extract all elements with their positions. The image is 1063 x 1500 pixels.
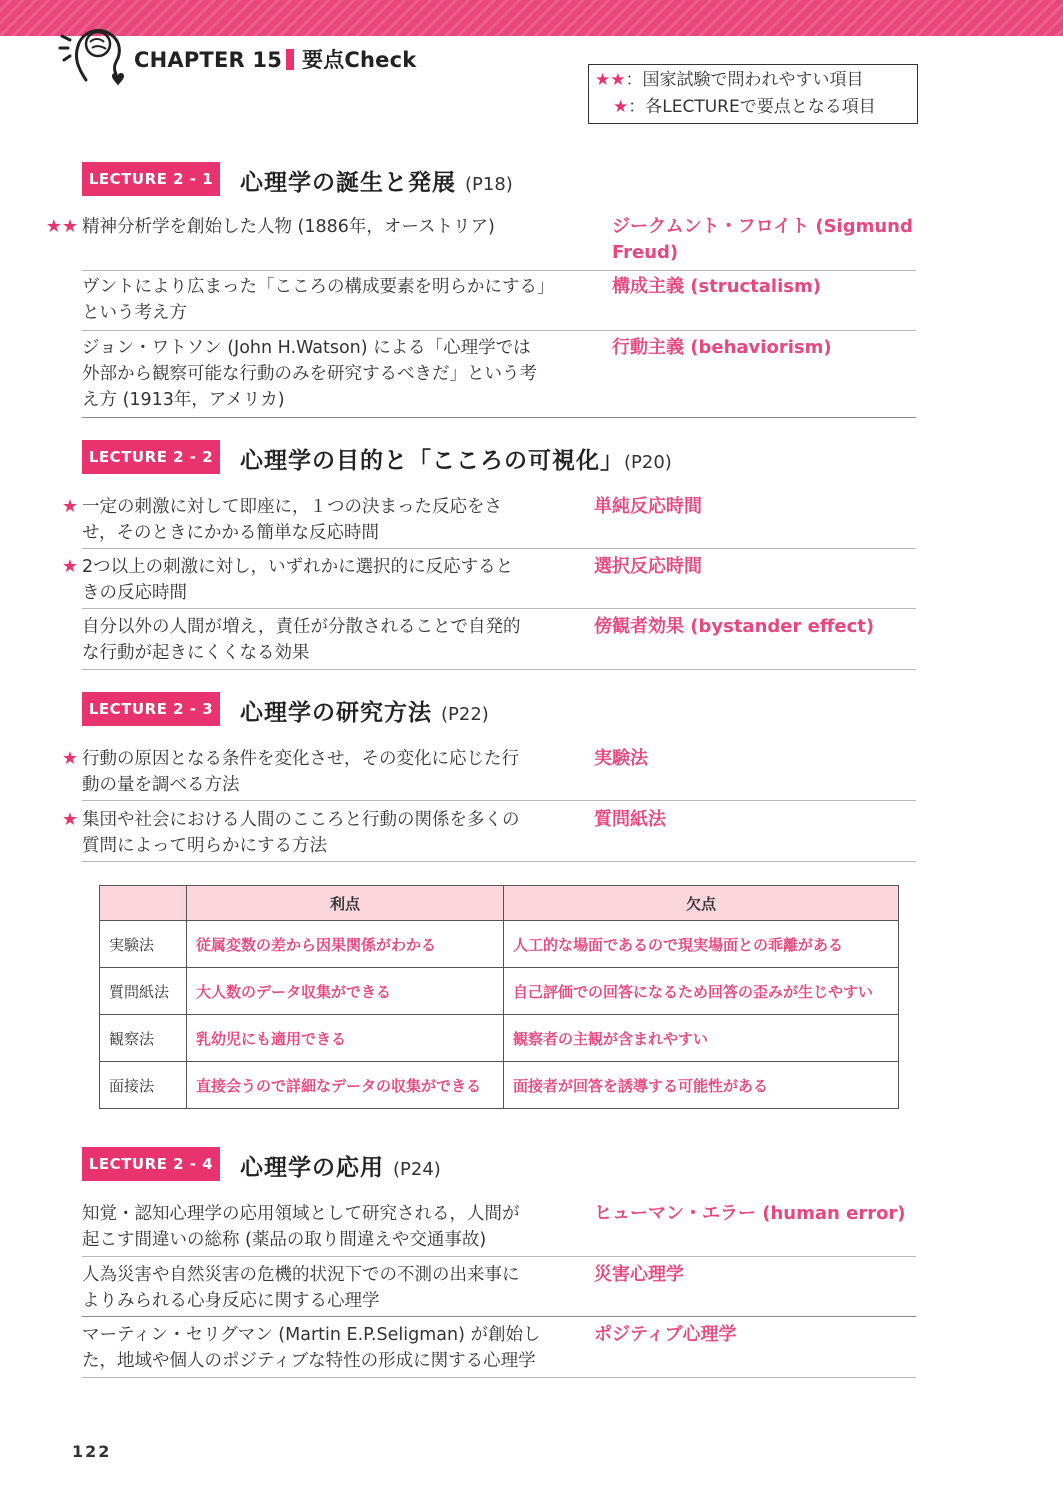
lecture-badge: LECTURE 2 - 1 xyxy=(82,162,220,196)
qa-row xyxy=(82,1320,916,1378)
qa-row xyxy=(82,612,916,670)
answer: 質問紙法 xyxy=(594,809,666,830)
importance-stars: ★ xyxy=(61,748,78,769)
con-cell: 観察者の主観が含まれやすい xyxy=(504,1015,899,1062)
table-header-cons: 欠点 xyxy=(504,886,899,921)
answer: 構成主義 (structalism) xyxy=(612,276,821,297)
method-cell: 質問紙法 xyxy=(100,968,187,1015)
question: 2つ以上の刺激に対し，いずれかに選択的に反応すると きの反応時間 xyxy=(82,557,514,603)
lecture-badge: LECTURE 2 - 2 xyxy=(82,440,220,474)
table-header-blank xyxy=(100,886,187,921)
lecture-title-text: 心理学の応用 xyxy=(240,1155,384,1181)
importance-stars: ★ xyxy=(61,496,78,517)
lecture-badge: LECTURE 2 - 4 xyxy=(82,1147,220,1181)
lecture-title xyxy=(240,442,672,475)
legend-row-single-star xyxy=(613,94,876,121)
answer: 選択反応時間 xyxy=(594,556,702,577)
method-comparison-table xyxy=(99,885,899,1109)
table-header-row xyxy=(100,886,899,921)
table-row xyxy=(100,921,899,968)
chapter-title xyxy=(134,44,416,74)
pro-cell: 従属変数の差から因果関係がわかる xyxy=(187,921,504,968)
legend-text-2: ：各LECTUREで要点となる項目 xyxy=(628,97,876,117)
qa-row xyxy=(61,492,916,549)
pro-cell: 大人数のデータ収集ができる xyxy=(187,968,504,1015)
qa-row xyxy=(45,212,916,271)
lecture-title xyxy=(240,1149,441,1182)
question: マーティン・セリグマン (Martin E.P.Seligman) が創始し た，地域や個人のポジティブな特性の形成に関する心理学 xyxy=(82,1325,541,1371)
question: 知覚・認知心理学の応用領域として研究される，人間が 起こす間違いの総称 (薬品の取り間違えや交通事故) xyxy=(82,1204,520,1250)
brain-head-icon xyxy=(56,18,128,90)
double-star-icon: ★★ xyxy=(595,70,626,90)
lecture-page-ref: (P24) xyxy=(393,1159,441,1180)
top-stripe xyxy=(0,0,1063,36)
method-cell: 実験法 xyxy=(100,921,187,968)
qa-row xyxy=(82,333,916,418)
answer: 行動主義 (behaviorism) xyxy=(612,337,832,358)
method-cell: 面接法 xyxy=(100,1062,187,1109)
qa-row xyxy=(82,272,916,331)
table-header-pros: 利点 xyxy=(187,886,504,921)
star-icon: ★ xyxy=(613,97,629,117)
legend-box xyxy=(588,64,918,124)
question: 人為災害や自然災害の危機的状況下での不測の出来事に よりみられる心身反応に関する心理学 xyxy=(82,1265,520,1311)
table-row xyxy=(100,1015,899,1062)
page-number: 122 xyxy=(72,1442,112,1461)
pro-cell: 直接会うので詳細なデータの収集ができる xyxy=(187,1062,504,1109)
qa-row xyxy=(82,1260,916,1317)
method-cell: 観察法 xyxy=(100,1015,187,1062)
chapter-number: CHAPTER 15 xyxy=(134,48,283,72)
question: 一定の刺激に対して即座に，１つの決まった反応をさ せ，そのときにかかる簡単な反応時間 xyxy=(82,497,502,543)
question: 精神分析学を創始した人物 (1886年，オーストリア) xyxy=(82,217,495,237)
lecture-badge: LECTURE 2 - 3 xyxy=(82,692,220,726)
answer: ポジティブ心理学 xyxy=(594,1324,737,1345)
lecture-title-text: 心理学の誕生と発展 xyxy=(240,170,456,196)
lecture-title xyxy=(240,164,513,197)
legend-row-double-star xyxy=(595,67,863,94)
table-row xyxy=(100,1062,899,1109)
con-cell: 人工的な場面であるので現実場面との乖離がある xyxy=(504,921,899,968)
question: 行動の原因となる条件を変化させ，その変化に応じた行 動の量を調べる方法 xyxy=(82,749,519,795)
lecture-page-ref: (P18) xyxy=(465,174,513,195)
answer: 実験法 xyxy=(594,748,648,769)
question: ジョン・ワトソン (John H.Watson) による「心理学では 外部から観察可能な行動のみを研究するべきだ」という考 え方 (1913年，アメリカ) xyxy=(82,338,537,410)
qa-row xyxy=(61,805,916,862)
chapter-subtitle: 要点Check xyxy=(302,48,417,72)
lecture-title-text: 心理学の目的と「こころの可視化」 xyxy=(240,448,624,474)
answer: 単純反応時間 xyxy=(594,496,702,517)
answer: ジークムント・フロイト (Sigmund Freud) xyxy=(612,216,913,263)
pro-cell: 乳幼児にも適用できる xyxy=(187,1015,504,1062)
qa-row xyxy=(61,552,916,609)
answer: 災害心理学 xyxy=(594,1264,684,1285)
lecture-title-text: 心理学の研究方法 xyxy=(240,700,432,726)
answer: ヒューマン・エラー (human error) xyxy=(594,1203,906,1224)
qa-row xyxy=(61,744,916,801)
question: ヴントにより広まった「こころの構成要素を明らかにする」 という考え方 xyxy=(82,277,555,323)
qa-row xyxy=(82,1199,916,1257)
chapter-bar xyxy=(286,49,294,70)
lecture-title xyxy=(240,694,489,727)
table-row xyxy=(100,968,899,1015)
question: 自分以外の人間が増え，責任が分散されることで自発的 な行動が起きにくくなる効果 xyxy=(82,617,521,663)
con-cell: 面接者が回答を誘導する可能性がある xyxy=(504,1062,899,1109)
importance-stars: ★ xyxy=(61,556,78,577)
con-cell: 自己評価での回答になるため回答の歪みが生じやすい xyxy=(504,968,899,1015)
lecture-page-ref: (P20) xyxy=(624,452,672,473)
question: 集団や社会における人間のこころと行動の関係を多くの 質問によって明らかにする方法 xyxy=(82,810,520,856)
legend-text-1: ：国家試験で問われやすい項目 xyxy=(625,70,864,90)
lecture-page-ref: (P22) xyxy=(441,704,489,725)
importance-stars: ★ xyxy=(61,809,78,830)
importance-stars: ★★ xyxy=(45,216,78,237)
answer: 傍観者効果 (bystander effect) xyxy=(594,616,875,637)
